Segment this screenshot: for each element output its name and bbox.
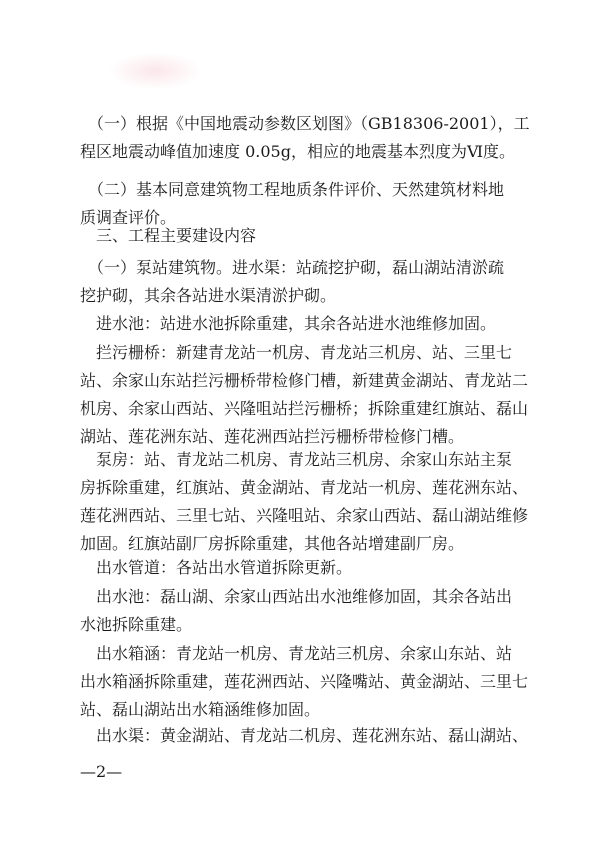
text-line: 程区地震动峰值加速度 0.05g，相应的地震基本烈度为Ⅵ度。 bbox=[80, 142, 516, 161]
paragraph-outlet-channel bbox=[80, 722, 529, 750]
text-line: 质调查评价。 bbox=[80, 208, 177, 227]
paragraph-pump-house bbox=[80, 446, 529, 558]
paragraph-seismic bbox=[80, 110, 530, 166]
text-line: 莲花洲西站、三里七站、兴隆咀站、余家山西站、磊山湖站维修 bbox=[80, 506, 529, 525]
text-line: 房拆除重建，红旗站、黄金湖站、青龙站一机房、莲花洲东站、 bbox=[80, 478, 529, 497]
text-line: 水池拆除重建。 bbox=[80, 615, 193, 634]
text-line: 挖护砌，其余各站进水渠清淤护砌。 bbox=[80, 286, 337, 305]
text-line: （一）泵站建筑物。进水渠：站疏挖护砌，磊山湖站清淤疏 bbox=[80, 258, 505, 277]
paragraph-outlet-culvert bbox=[80, 640, 529, 724]
paragraph-trash-rack-bridge bbox=[80, 339, 529, 451]
text-line: 站、余家山东站拦污栅桥带检修门槽，新建黄金湖站、青龙站二 bbox=[80, 371, 529, 390]
paragraph-intake-channel bbox=[80, 254, 522, 310]
text-line: 站、磊山湖站出水箱涵维修加固。 bbox=[80, 700, 321, 719]
text-line: 三、工程主要建设内容 bbox=[80, 226, 257, 245]
paragraph-outlet-pipe bbox=[80, 554, 522, 582]
text-line: 湖站、莲花洲东站、莲花洲西站拦污栅桥带检修门槽。 bbox=[80, 427, 465, 446]
page-number: —2— bbox=[80, 762, 123, 781]
paragraph-intake-pool bbox=[80, 310, 522, 338]
text-line: 机房、余家山西站、兴隆咀站拦污栅桥；拆除重建红旗站、磊山 bbox=[80, 399, 529, 418]
text-line: 出水箱涵：青龙站一机房、青龙站三机房、余家山东站、站 bbox=[80, 644, 513, 663]
section-heading bbox=[80, 222, 522, 250]
text-line: （一）根据《中国地震动参数区划图》（GB18306-2001），工 bbox=[80, 114, 530, 133]
text-line: （二）基本同意建筑物工程地质条件评价、天然建筑材料地 bbox=[80, 180, 505, 199]
text-line: 出水管道：各站出水管道拆除更新。 bbox=[80, 558, 353, 577]
text-line: 泵房：站、青龙站二机房、青龙站三机房、余家山东站主泵 bbox=[80, 450, 513, 469]
text-line: 拦污栅桥：新建青龙站一机房、青龙站三机房、站、三里七 bbox=[80, 343, 513, 362]
text-line: 出水池：磊山湖、余家山西站出水池维修加固，其余各站出 bbox=[80, 587, 513, 606]
text-line: 进水池：站进水池拆除重建，其余各站进水池维修加固。 bbox=[80, 314, 497, 333]
text-line: 加固。红旗站副厂房拆除重建，其他各站增建副厂房。 bbox=[80, 534, 465, 553]
paragraph-outlet-pool bbox=[80, 583, 522, 639]
text-line: 出水箱涵拆除重建，莲花洲西站、兴隆嘴站、黄金湖站、三里七 bbox=[80, 672, 529, 691]
faded-seal-mark bbox=[108, 52, 203, 90]
text-line: 出水渠：黄金湖站、青龙站二机房、莲花洲东站、磊山湖站、 bbox=[80, 726, 529, 745]
